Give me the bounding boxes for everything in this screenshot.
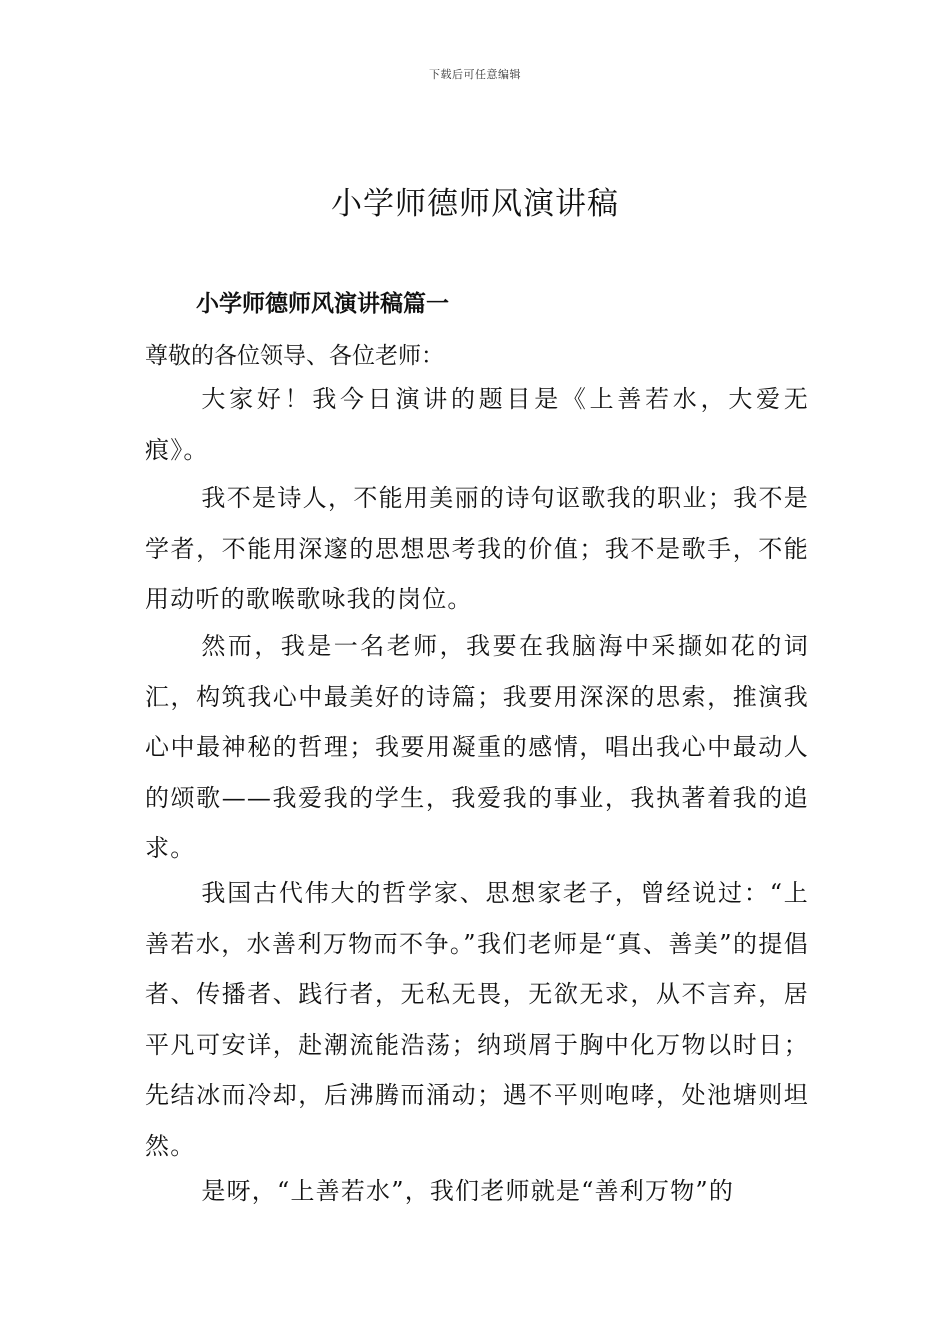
header-note: 下载后可任意编辑 [429, 68, 521, 81]
salutation: 尊敬的各位领导、各位老师： [145, 343, 444, 369]
paragraph: 是呀，“上善若水”，我们老师就是“善利万物”的 [201, 1177, 735, 1205]
paragraph: 我不是诗人，不能用美丽的诗句讴歌我的职业；我不是学者，不能用深邃的思想思考我的价值；我不是歌手，不能用动听的歌喉歌咏我的岗位。 [145, 484, 809, 613]
paragraph: 然而，我是一名老师，我要在我脑海中采撷如花的词汇，构筑我心中最美好的诗篇；我要用深深的思索，推演我心中最神秘的哲理；我要用凝重的感情，唱出我心中最动人的颂歌——我爱我的学生，我爱我的事业，我执著着我的追求。 [145, 632, 809, 862]
section-heading: 小学师德师风演讲稿篇一 [196, 291, 449, 317]
paragraph: 我国古代伟大的哲学家、思想家老子，曾经说过：“上善若水，水善利万物而不争。”我们老师是“真、善美”的提倡者、传播者、践行者，无私无畏，无欲无求，从不言弃，居平凡可安详，赴潮流能浩荡；纳琐屑于胸中化万物以时日；先结冰而冷却，后沸腾而涌动；遇不平则咆哮，处池塘则坦然。 [145, 879, 809, 1160]
document-title: 小学师德师风演讲稿 [331, 186, 619, 222]
paragraph: 大家好！我今日演讲的题目是《上善若水，大爱无痕》。 [145, 385, 809, 464]
